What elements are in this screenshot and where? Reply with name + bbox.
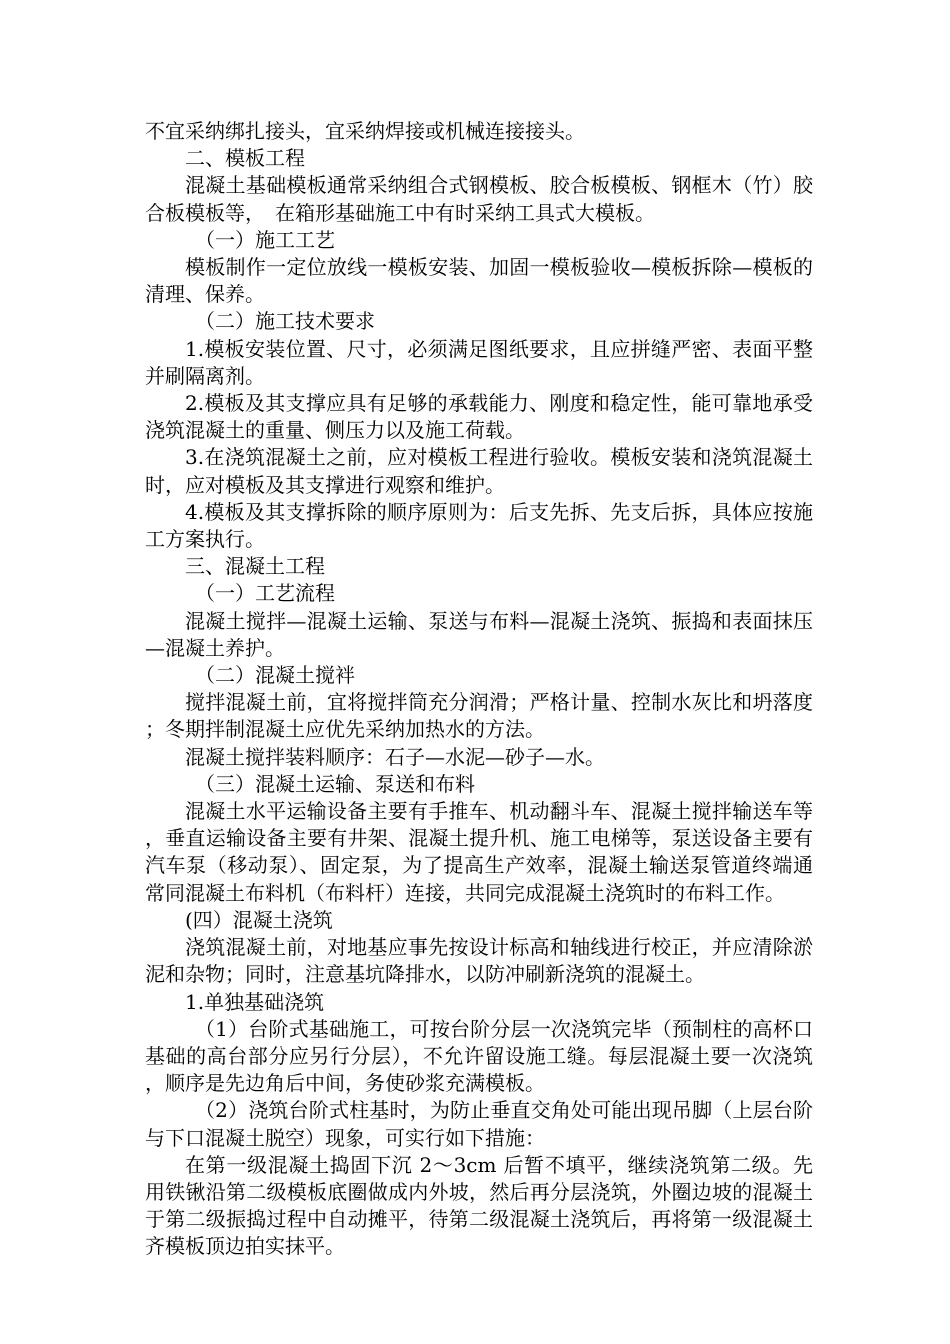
subsection-heading: （二）施工技术要求: [195, 309, 375, 334]
paragraph: 混凝土搅拌装料顺序：石子—水泥—砂子—水。: [185, 744, 605, 769]
list-item: 1.单独基础浇筑: [185, 989, 325, 1014]
paragraph: 混凝土基础模板通常采纳组合式钢模板、胶合板模板、钢框木（竹）胶合板模板等， 在箱形基础施工中有时采纳工具式大模板。: [145, 173, 813, 225]
subsection-heading: (四）混凝土浇筑: [185, 907, 333, 932]
subsection-heading: （一）施工工艺: [195, 227, 335, 252]
paragraph: 模板制作一定位放线一模板安装、加固一模板验收—模板拆除—模板的清理、保养。: [145, 255, 813, 307]
subsection-heading: （一）工艺流程: [195, 581, 335, 606]
list-item: 2.模板及其支撑应具有足够的承载能力、刚度和稳定性，能可靠地承受浇筑混凝土的重量、侧压力以及施工荷载。: [145, 391, 813, 443]
list-item: 3.在浇筑混凝土之前，应对模板工程进行验收。模板安装和浇筑混凝土时，应对模板及其支撑进行观察和维护。: [145, 445, 813, 497]
subsection-heading: （三）混凝土运输、泵送和布料: [195, 771, 475, 796]
subsection-heading: （二）混凝土搅袢: [195, 663, 355, 688]
document-body: [145, 118, 813, 1261]
paragraph: 搅拌混凝土前，宜将搅拌筒充分润滑；严格计量、控制水灰比和坍落度；冬期拌制混凝土应优先采纳加热水的方法。: [145, 690, 813, 742]
paragraph: 不宜采纳绑扎接头，宜采纳焊接或机械连接接头。: [145, 119, 585, 143]
list-item: （1）台阶式基础施工，可按台阶分层一次浇筑完毕（预制柱的高杯口基础的高台部分应另行分层），不允许留设施工缝。每层混凝土要一次浇筑，顺序是先边角后中间，务使砂浆充满模板。: [145, 1016, 813, 1096]
section-heading-formwork: 二、模板工程: [185, 146, 305, 171]
paragraph: 混凝土水平运输设备主要有手推车、机动翻斗车、混凝土搅拌输送车等，垂直运输设备主要有井架、混凝土提升机、施工电梯等，泵送设备主要有汽车泵（移动泵）、固定泵，为了提高生产效率，混凝土输送泵管道终端通常同混凝土布料机（布料杆）连接，共同完成混凝土浇筑时的布料工作。: [145, 799, 813, 905]
list-item: 1.模板安装位置、尺寸，必须满足图纸要求，且应拼缝严密、表面平整并刷隔离剂。: [145, 336, 813, 388]
paragraph: 在第一级混凝土捣固下沉 2～3cm 后暂不填平，继续浇筑第二级。先用铁锹沿第二级模板底圈做成内外坡，然后再分层浇筑，外圈边坡的混凝土于第二级振捣过程中自动摊平，待第二级混凝土浇筑后，再将第一级混凝土齐模板顶边拍实抹平。: [145, 1152, 813, 1259]
section-heading-concrete: 三、混凝土工程: [185, 554, 325, 579]
paragraph: 浇筑混凝土前，对地基应事先按设计标高和轴线进行校正，并应清除淤泥和杂物；同时，注意基坑降排水，以防冲刷新浇筑的混凝土。: [145, 935, 813, 987]
list-item: （2）浇筑台阶式柱基时，为防止垂直交角处可能出现吊脚（上层台阶与下口混凝土脱空）现象，可实行如下措施：: [145, 1098, 813, 1150]
list-item: 4.模板及其支撑拆除的顺序原则为：后支先拆、先支后拆，具体应按施工方案执行。: [145, 499, 813, 552]
paragraph: 混凝土搅拌—混凝土运输、泵送与布料—混凝土浇筑、振捣和表面抹压—混凝土养护。: [145, 608, 813, 660]
